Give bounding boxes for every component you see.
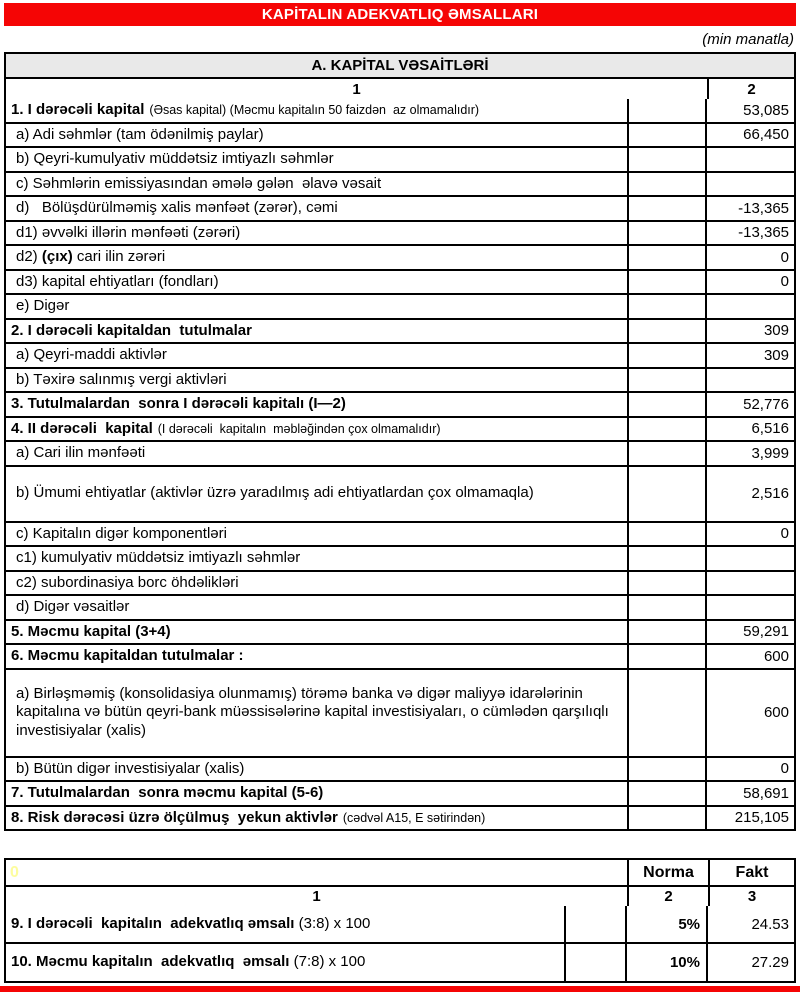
empty-cell (627, 758, 705, 781)
value-cell: 52,776 (705, 393, 794, 416)
row-label (16, 525, 227, 543)
empty-cell (627, 418, 705, 441)
empty-cell (627, 246, 705, 269)
norma-value-cell: 10% (625, 944, 706, 981)
table-row (6, 416, 794, 441)
value-cell: 600 (705, 645, 794, 668)
row-label-cell (6, 645, 627, 668)
row-label-cell (6, 906, 564, 942)
capital-table (4, 52, 796, 831)
label-segment: b) Ümumi ehtiyatlar (aktivlər üzrə yaradılmış adi ehtiyatlardan çox olmamaqla) (16, 484, 534, 502)
value-cell: 600 (705, 670, 794, 756)
row-label-cell (6, 369, 627, 392)
empty-cell (627, 344, 705, 367)
table-row (6, 195, 794, 220)
label-segment: 10. Məcmu kapitalın adekvatlıq əmsalı (11, 953, 290, 971)
label-segment: d) Digər vəsaitlər (16, 598, 130, 616)
report-title: KAPİTALIN ADEKVATLIQ ƏMSALLARI (261, 6, 539, 23)
value-cell (705, 369, 794, 392)
ratio-col-2: 2 (627, 887, 708, 906)
table-row (6, 619, 794, 644)
table-row (6, 643, 794, 668)
row-label (16, 126, 264, 144)
norma-header: Norma (627, 860, 708, 885)
row-label-cell (6, 173, 627, 196)
capital-table-body (6, 99, 794, 829)
label-segment: a) Cari ilin mənfəəti (16, 444, 146, 462)
table-row (6, 244, 794, 269)
label-segment: 5. Məcmu kapital (3+4) (11, 622, 171, 640)
table-row (6, 440, 794, 465)
ratio-header-row (6, 860, 794, 885)
ratio-table-body (6, 906, 794, 981)
table-row (6, 269, 794, 294)
ratio-table (4, 858, 796, 983)
value-cell: 6,516 (705, 418, 794, 441)
label-segment: a) Adi səhmlər (tam ödənilmiş paylar) (16, 125, 264, 143)
label-segment: d1) əvvəlki illərin mənfəəti (zərəri) (16, 223, 241, 241)
label-segment: b) Təxirə salınmış vergi aktivləri (16, 370, 227, 388)
empty-cell (627, 295, 705, 318)
value-cell: -13,365 (705, 197, 794, 220)
label-segment: 9. I dərəcəli kapitalın adekvatlıq əmsalı (11, 914, 295, 932)
row-label-cell (6, 418, 627, 441)
ratio-col-3: 3 (708, 887, 794, 906)
value-cell (705, 547, 794, 570)
row-label-cell (6, 523, 627, 546)
row-label (16, 598, 129, 616)
empty-cell (627, 124, 705, 147)
table-row (6, 220, 794, 245)
section-header-row (6, 54, 794, 77)
empty-cell (627, 621, 705, 644)
value-cell: 215,105 (705, 807, 794, 830)
row-label-cell (6, 99, 627, 122)
row-label (11, 420, 441, 438)
ghost-zero: 0 (10, 863, 19, 881)
row-label (11, 647, 244, 665)
value-cell (705, 596, 794, 619)
value-cell: 309 (705, 344, 794, 367)
table-row (6, 122, 794, 147)
row-label (16, 150, 334, 168)
fakt-value-cell: 24.53 (706, 906, 794, 942)
table-row (6, 171, 794, 196)
fakt-value-cell: 27.29 (706, 944, 794, 981)
value-cell: 66,450 (705, 124, 794, 147)
row-label (16, 175, 381, 193)
table-row (6, 756, 794, 781)
table-row (6, 668, 794, 756)
row-label-cell (6, 442, 627, 465)
row-label (11, 623, 171, 641)
table-row (6, 521, 794, 546)
row-label-cell (6, 670, 627, 756)
value-cell (705, 148, 794, 171)
row-label-cell (6, 467, 627, 521)
empty-cell (627, 320, 705, 343)
row-label-cell (6, 944, 564, 981)
table-row (6, 318, 794, 343)
row-label (16, 685, 623, 740)
row-label (16, 371, 227, 389)
label-segment: (cədvəl A15, E sətirindən) (342, 810, 486, 825)
label-segment: 3. Tutulmalardan sonra I dərəcəli kapitalı (I—2) (11, 395, 346, 413)
value-cell: 309 (705, 320, 794, 343)
row-label (16, 549, 300, 567)
label-segment: (7:8) x 100 (289, 953, 366, 971)
label-segment: d) Bölüşdürülməmiş xalis mənfəət (zərər), cəmi (16, 199, 338, 217)
value-cell: 59,291 (705, 621, 794, 644)
table-row (6, 780, 794, 805)
row-label-cell (6, 782, 627, 805)
row-label (11, 915, 370, 933)
empty-cell (627, 369, 705, 392)
row-label-cell (6, 320, 627, 343)
table-row (6, 367, 794, 392)
row-label-cell (6, 758, 627, 781)
row-label-cell (6, 148, 627, 171)
empty-cell (627, 222, 705, 245)
unit-note: (min manatla) (702, 31, 794, 48)
row-label (11, 101, 479, 119)
value-cell (705, 173, 794, 196)
table-row (6, 146, 794, 171)
table-row (6, 99, 794, 122)
row-label (16, 444, 145, 462)
value-cell: 58,691 (705, 782, 794, 805)
label-segment: (I dərəcəli kapitalın məbləğindən çox olmamalıdır) (157, 421, 441, 436)
label-segment: 8. Risk dərəcəsi üzrə ölçülmuş yekun aktivlər (11, 808, 338, 826)
ratio-header-spacer (6, 860, 627, 885)
row-label (16, 248, 165, 266)
norma-value-cell: 5% (625, 906, 706, 942)
empty-cell (627, 467, 705, 521)
column-header-2: 2 (707, 79, 794, 99)
empty-cell (627, 271, 705, 294)
fakt-header: Fakt (708, 860, 794, 885)
ratio-number-row (6, 885, 794, 906)
row-label (16, 297, 69, 315)
row-label (11, 322, 252, 340)
column-header-1: 1 (352, 80, 361, 98)
row-label-cell (6, 393, 627, 416)
label-segment: c2) subordinasiya borc öhdəlikləri (16, 573, 239, 591)
report-title-bar (4, 3, 796, 26)
value-cell (705, 295, 794, 318)
row-label (16, 224, 240, 242)
row-label-cell (6, 344, 627, 367)
label-segment: e) Digər (16, 297, 70, 315)
row-label-cell (6, 807, 627, 830)
empty-cell (627, 523, 705, 546)
row-label (11, 809, 485, 827)
table-row (6, 545, 794, 570)
table-row (6, 594, 794, 619)
row-label-cell (6, 124, 627, 147)
label-segment: 7. Tutulmalardan sonra məcmu kapital (5-6) (11, 784, 324, 802)
empty-cell (627, 99, 705, 122)
row-label-cell (6, 222, 627, 245)
label-segment: 4. II dərəcəli kapital (11, 419, 153, 437)
label-segment: a) Birləşməmiş (konsolidasiya olunmamış) törəmə banka və digər maliyyə idarələrinin kapitalına və bütün qeyri-bank müəssisələrinə kapital investisiyaları, o cümlədən qarşılıqlı investisiyalar (xalis) (16, 685, 613, 739)
value-cell: 0 (705, 246, 794, 269)
label-segment: 1. I dərəcəli kapital (11, 101, 145, 119)
table-row (6, 293, 794, 318)
empty-cell (627, 670, 705, 756)
table-row (6, 906, 794, 942)
row-label (16, 346, 167, 364)
ratio-col-1: 1 (312, 888, 321, 905)
label-segment: d3) kapital ehtiyatları (fondları) (16, 272, 219, 290)
section-header: A. KAPİTAL VƏSAİTLƏRİ (6, 54, 794, 77)
empty-cell (627, 782, 705, 805)
value-cell: 53,085 (705, 99, 794, 122)
empty-cell (627, 393, 705, 416)
row-label-cell (6, 246, 627, 269)
empty-cell (627, 807, 705, 830)
empty-cell (627, 148, 705, 171)
empty-cell (627, 173, 705, 196)
empty-cell (564, 906, 625, 942)
label-segment: b) Qeyri-kumulyativ müddətsiz imtiyazlı səhmlər (16, 150, 334, 168)
row-label (16, 484, 534, 502)
value-cell: -13,365 (705, 222, 794, 245)
table-row (6, 805, 794, 830)
row-label-cell (6, 621, 627, 644)
value-cell (705, 572, 794, 595)
footer-red-bar (0, 986, 800, 992)
row-label (11, 953, 365, 971)
row-label (16, 574, 239, 592)
row-label-cell (6, 572, 627, 595)
empty-cell (627, 442, 705, 465)
empty-cell (627, 197, 705, 220)
row-label (11, 395, 346, 413)
label-segment: c) Kapitalın digər komponentləri (16, 524, 227, 542)
column-number-row (6, 77, 794, 99)
label-segment: 2. I dərəcəli kapitaldan tutulmalar (11, 321, 252, 339)
table-row (6, 942, 794, 981)
table-row (6, 391, 794, 416)
empty-cell (627, 572, 705, 595)
row-label (16, 760, 244, 778)
label-segment: (Əsas kapital) (Məcmu kapitalın 50 faizdən az olmamalıdır) (149, 103, 480, 118)
row-label (16, 199, 338, 217)
value-cell: 3,999 (705, 442, 794, 465)
label-segment: (çıx) (41, 248, 73, 266)
empty-cell (627, 596, 705, 619)
value-cell: 0 (705, 523, 794, 546)
value-cell: 0 (705, 758, 794, 781)
label-segment: 6. Məcmu kapitaldan tutulmalar : (11, 647, 244, 665)
row-label (16, 273, 219, 291)
label-segment: a) Qeyri-maddi aktivlər (16, 346, 167, 364)
row-label (11, 784, 323, 802)
value-cell: 0 (705, 271, 794, 294)
row-label-cell (6, 197, 627, 220)
row-label-cell (6, 295, 627, 318)
label-segment: cari ilin zərəri (72, 248, 166, 266)
label-segment: b) Bütün digər investisiyalar (xalis) (16, 759, 245, 777)
value-cell: 2,516 (705, 467, 794, 521)
empty-cell (564, 944, 625, 981)
label-segment: d2) (16, 248, 42, 266)
row-label-cell (6, 547, 627, 570)
table-row (6, 570, 794, 595)
table-row (6, 342, 794, 367)
empty-cell (627, 547, 705, 570)
label-segment: c) Səhmlərin emissiyasından əmələ gələn əlavə vəsait (16, 174, 382, 192)
table-row (6, 465, 794, 521)
empty-cell (627, 645, 705, 668)
row-label-cell (6, 596, 627, 619)
row-label-cell (6, 271, 627, 294)
label-segment: c1) kumulyativ müddətsiz imtiyazlı səhmlər (16, 549, 301, 567)
label-segment: (3:8) x 100 (294, 914, 371, 932)
